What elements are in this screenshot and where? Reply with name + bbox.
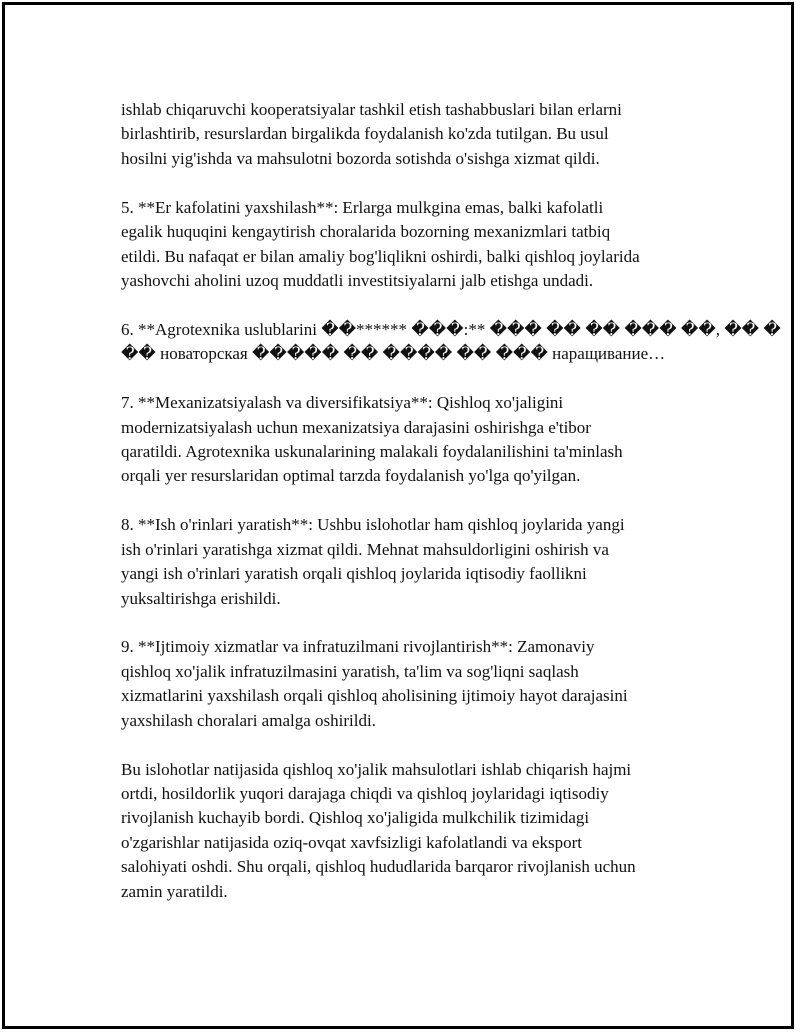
text-line: rivojlanish kuchayib bordi. Qishloq xo'jaligida mulkchilik tizimidagi	[121, 808, 590, 828]
text-line: zamin yaratildi.	[121, 881, 228, 901]
text-line: ishlab chiqaruvchi kooperatsiyalar tashkil etish tashabbuslari bilan erlarni	[121, 100, 622, 119]
text-line: 6. **Agrotexnika uslublarini ��****** ���:** ��� �� �� ��� ��, �� �	[121, 319, 781, 339]
text-line: ish o'rinlari yaratishga xizmat qildi. Mehnat mahsuldorligini oshirish va	[121, 539, 609, 559]
text-line: egalik huquqini kengaytirish choralarida bozorning mexanizmlari tatbiq	[121, 222, 611, 242]
text-line: birlashtirib, resurslardan birgalikda foydalanish ko'zda tutilgan. Bu usul	[121, 124, 609, 144]
text-line: �� новаторская ����� �� ���� �� ��� наращивание…	[121, 344, 666, 364]
paragraph-conclusion	[121, 758, 701, 904]
paragraph-item-7	[121, 391, 701, 489]
text-line: 7. **Mexanizatsiyalash va diversifikatsiya**: Qishloq xo'jaligini	[121, 393, 564, 413]
paragraph-item-8	[121, 513, 701, 611]
page-frame	[2, 2, 794, 1029]
text-line: yangi ish o'rinlari yaratish orqali qishloq joylarida iqtisodiy faollikni	[121, 564, 587, 584]
text-line: hosilni yig'ishda va mahsulotni bozorda sotishda o'sishga xizmat qildi.	[121, 148, 600, 168]
paragraph-item-5	[121, 196, 701, 294]
text-line: qaratildi. Agrotexnika uskunalarining malakali foydalanilishini ta'minlash	[121, 441, 623, 461]
paragraph-item-9	[121, 635, 701, 733]
text-line: xizmatlarini yaxshilash orqali qishloq aholisining ijtimoiy hayot darajasini	[121, 686, 628, 706]
text-line: modernizatsiyalash uchun mexanizatsiya darajasini oshirishga e'tibor	[121, 417, 591, 437]
text-line: yaxshilash choralari amalga oshirildi.	[121, 710, 376, 730]
text-line: yashovchi aholini uzoq muddatli investitsiyalarni jalb etishga undadi.	[121, 270, 594, 290]
text-line: Bu islohotlar natijasida qishloq xo'jalik mahsulotlari ishlab chiqarish hajmi	[121, 759, 632, 779]
text-line: etildi. Bu nafaqat er bilan amaliy bog'liqlikni oshirdi, balki qishloq joylarida	[121, 246, 640, 266]
text-line: salohiyati oshdi. Shu orqali, qishloq hududlarida barqaror rivojlanish uchun	[121, 857, 636, 877]
text-line: ortdi, hosildorlik yuqori darajaga chiqdi va qishloq joylaridagi iqtisodiy	[121, 783, 609, 803]
text-line: 8. **Ish o'rinlari yaratish**: Ushbu islohotlar ham qishloq joylarida yangi	[121, 515, 625, 535]
text-line: 5. **Er kafolatini yaxshilash**: Erlarga mulkgina emas, balki kafolatli	[121, 197, 604, 217]
text-line: 9. **Ijtimoiy xizmatlar va infratuzilmani rivojlantirish**: Zamonaviy	[121, 637, 595, 657]
text-line: o'zgarishlar natijasida oziq-ovqat xavfsizligi kafolatlandi va eksport	[121, 832, 582, 852]
text-line: orqali yer resurslaridan optimal tarzda foydalanish yo'lga qo'yilgan.	[121, 466, 581, 486]
paragraph-intro-continuation	[121, 98, 701, 171]
paragraph-item-6	[121, 318, 781, 367]
text-line: yuksaltirishga erishildi.	[121, 588, 281, 608]
document-body	[121, 98, 781, 928]
text-line: qishloq xo'jalik infratuzilmasini yaratish, ta'lim va sog'liqni saqlash	[121, 661, 579, 681]
